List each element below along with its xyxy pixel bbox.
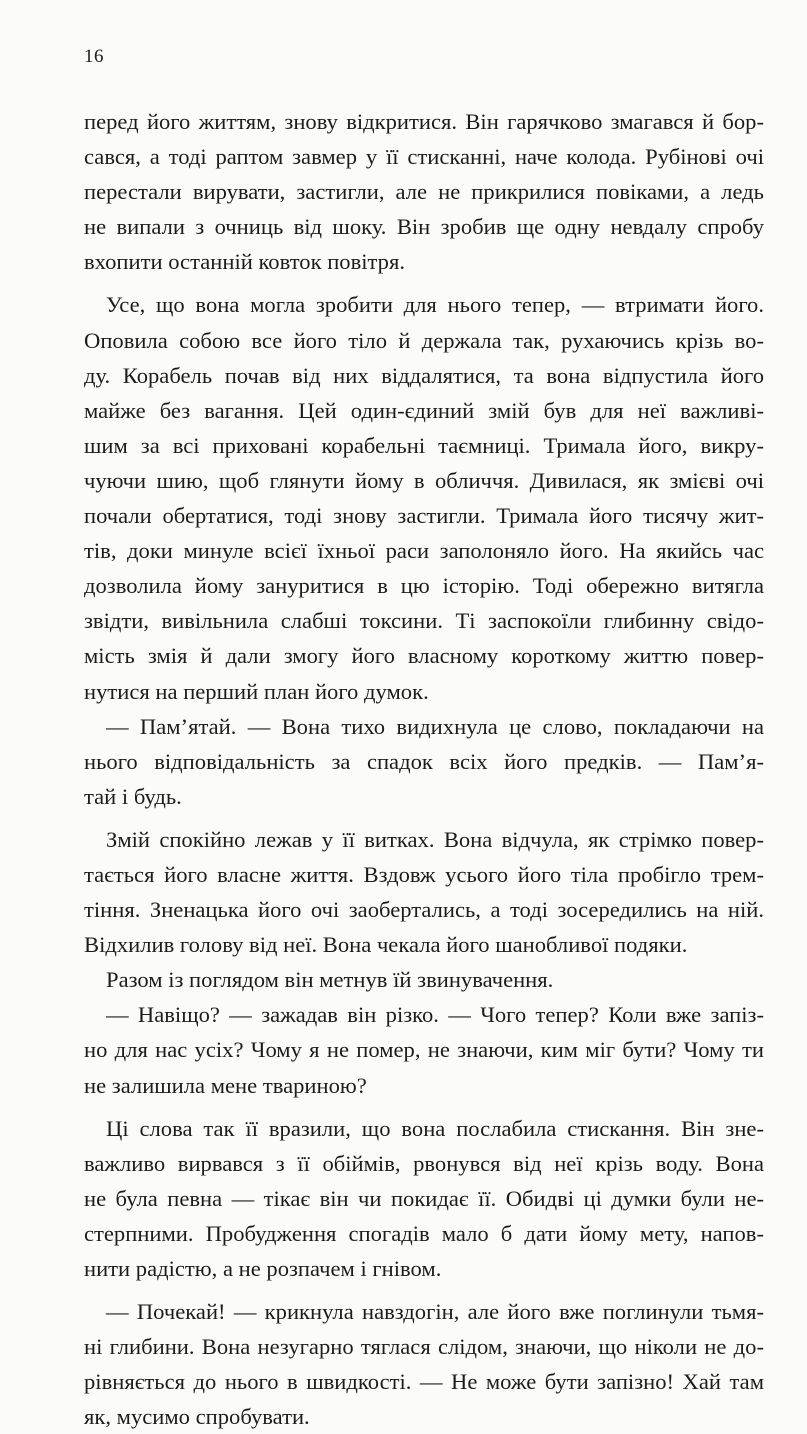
text-line: но для нас усіх? Чому я не помер, не знаючи, ким міг бути? Чому ти [84,1037,764,1063]
paragraph [84,709,764,814]
text-line: сався, а тоді раптом завмер у її стисканні, наче колода. Рубінові очі [84,144,764,170]
text-line: перед його життям, знову відкритися. Він гарячково змагався й бор- [84,109,764,134]
text-line: Ці слова так її вразили, що вона послабила стискання. Він зне- [106,1115,764,1141]
text-line: не була певна — тікає він чи покидає її. Обидві ці думки були не- [84,1185,764,1211]
text-line: ду. Корабель почав від них віддалятися, та вона відпустила його [84,362,764,388]
text-line: тається його власне життя. Вздовж усього його тіла пробігло трем- [84,861,764,887]
text-line: Разом із поглядом він метнув їй звинувачення. [106,967,554,993]
text-line: стерпними. Пробудження спогадів мало б дати йому мету, напов- [84,1220,764,1246]
text-line: перестали вирувати, застигли, але не прикрилися повіками, а ледь [84,179,764,205]
paragraph [84,104,764,279]
paragraph [84,962,764,997]
text-line: нити радістю, а не розпачем і гнівом. [84,1256,442,1281]
text-line: — Пам’ятай. — Вона тихо видихнула це слово, покладаючи на [106,713,764,739]
text-line: мість змія й дали змогу його власному короткому життю повер- [84,643,764,669]
text-line: як, мусимо спробувати. [84,1404,310,1430]
text-line: Відхилив голову від неї. Вона чекала його шанобливої подяки. [84,932,688,958]
text-line: — Навіщо? — зажадав він різко. — Чого тепер? Коли вже запіз- [106,1002,764,1028]
page-text [84,104,764,1434]
text-line: Оповила собою все його тіло й держала так, рухаючись крізь во- [84,327,764,353]
text-line: не випали з очниць від шоку. Він зробив ще одну невдалу спробу [84,214,764,240]
text-line: тів, доки минуле всієї їхньої раси заполоняло його. На якийсь час [84,538,764,564]
text-line: Змій спокійно лежав у її витках. Вона відчула, як стрімко повер- [106,826,764,852]
text-line: майже без вагання. Цей один-єдиний змій був для неї важливі- [84,397,764,423]
text-line: шим за всі приховані корабельні таємниці. Тримала його, викру- [84,432,764,458]
text-line: тіння. Зненацька його очі заобертались, а тоді зосередились на ній. [84,897,764,923]
text-line: чуючи шию, щоб глянути йому в обличчя. Дивилася, як змієві очі [84,467,764,493]
text-line: почали обертатися, тоді знову застигли. Тримала його тисячу жит- [84,503,764,529]
text-line: Усе, що вона могла зробити для нього тепер, — втримати його. [106,292,764,318]
page-number: 16 [84,46,104,67]
text-line: рівняється до нього в швидкості. — Не може бути запізно! Хай там [84,1369,764,1395]
paragraph [84,1111,764,1286]
text-line: дозволила йому зануритися в цю історію. Тоді обережно витягла [84,573,764,599]
paragraph [84,287,764,708]
paragraph [84,822,764,962]
text-line: ні глибини. Вона незугарно тяглася слідом, знаючи, що ніколи не до- [84,1334,764,1360]
text-line: нього відповідальність за спадок всіх його предків. — Пам’я- [84,748,764,774]
text-line: не залишила мене твариною? [84,1072,367,1098]
text-line: нутися на перший план його думок. [84,678,429,704]
text-line: тай і будь. [84,783,182,809]
paragraph [84,997,764,1102]
text-line: важливо вирвався з її обіймів, рвонувся від неї крізь воду. Вона [84,1150,764,1176]
text-line: звідти, вивільнила слабші токсини. Ті заспокоїли глибинну свідо- [84,608,764,634]
text-line: — Почекай! — крикнула навздогін, але його вже поглинули тьмя- [106,1299,764,1325]
paragraph [84,1294,764,1434]
text-line: вхопити останній ковток повітря. [84,249,406,275]
